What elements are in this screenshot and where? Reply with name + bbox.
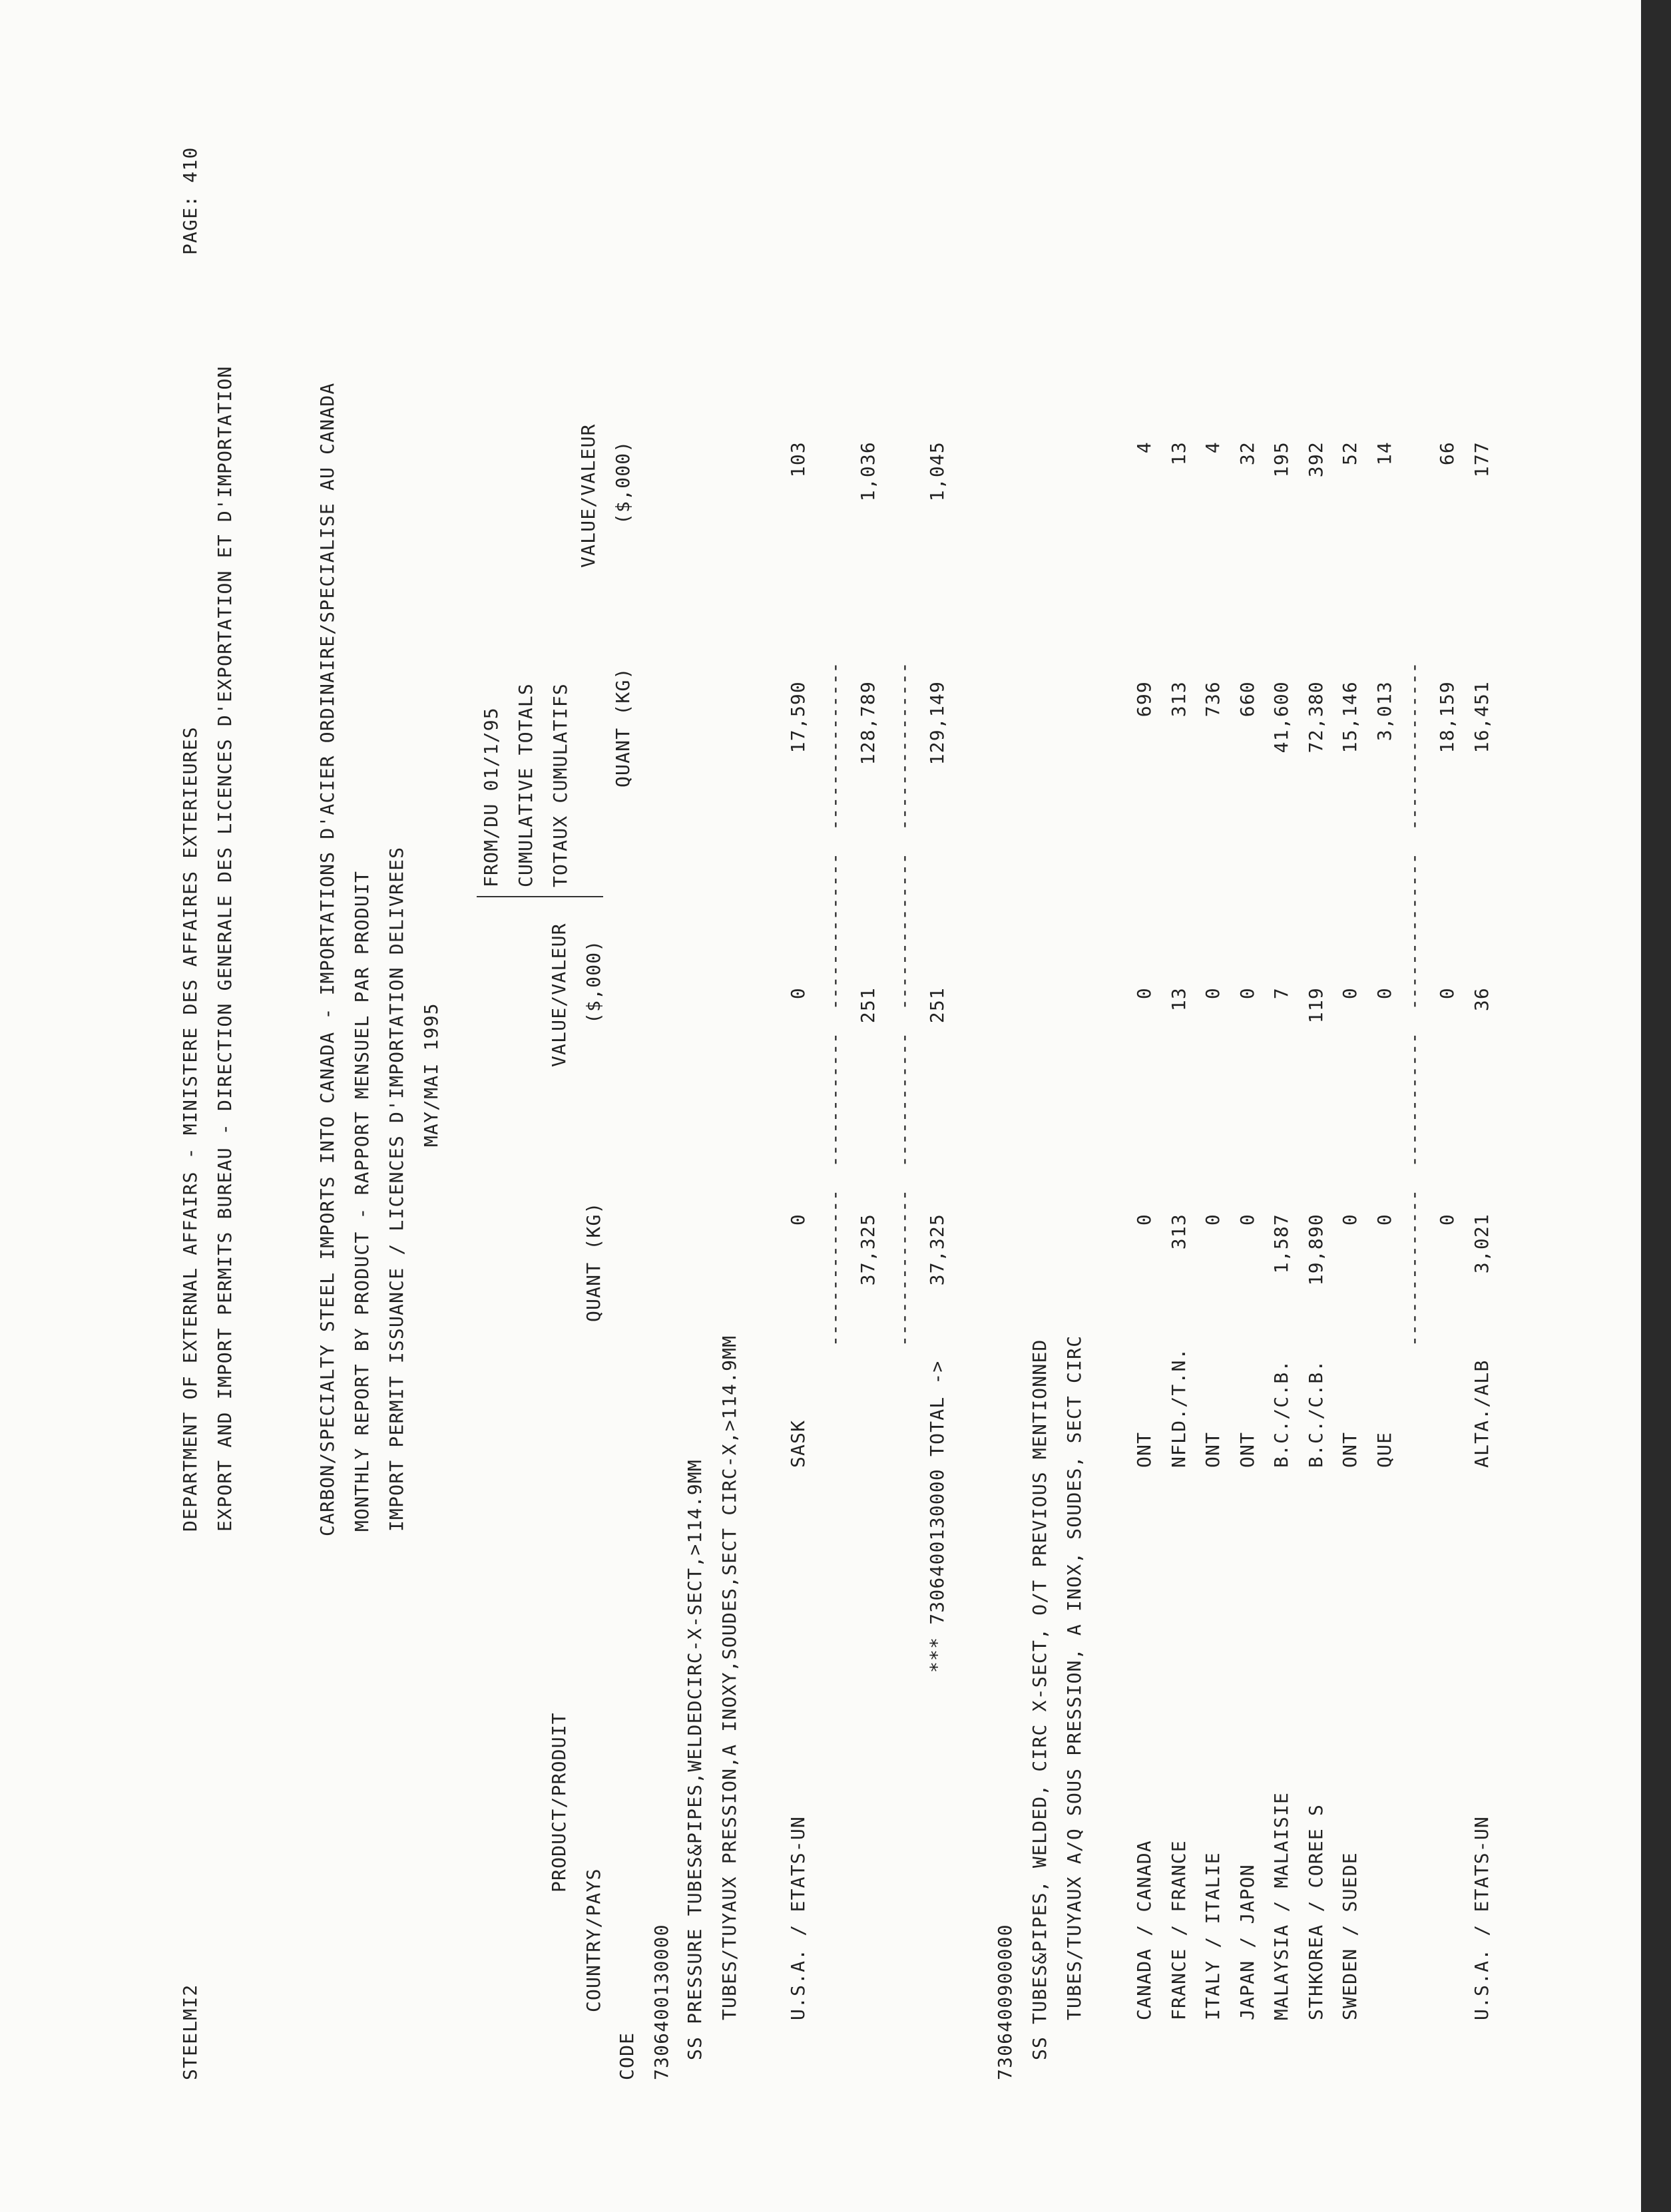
section2-last-prov: ALTA./ALB [1471,1359,1493,1468]
section1-subtotal-cum-quant: 128,789 [857,681,879,766]
section2-row-cum-quant: 660 [1236,681,1258,718]
section2-row-value: 119 [1304,987,1327,1024]
section1-total-label: *** 7306400130000 TOTAL -> [926,1360,948,1673]
report-title: CARBON/SPECIALTY STEEL IMPORTS INTO CANADA - IMPORTATIONS D'ACIER ORDINAIRE/SPECIALISE AU CANADA [316,382,338,1536]
section2-desc-en: SS TUBES&PIPES, WELDED, CIRC X-SECT, O/T PREVIOUS MENTIONNED [1029,1339,1051,2060]
col-value-unit: ($,000) [583,939,604,1024]
column-divider [477,896,603,897]
col-product: PRODUCT/PRODUIT [548,1712,570,1892]
section2-row-country: ITALY / ITALIE [1202,1852,1224,2020]
section2-row-cum-value: 4 [1202,441,1224,454]
col-from: FROM/DU 01/1/95 [480,707,502,887]
section1-subtotal-cum-value: 1,036 [857,441,879,502]
section2-last-cum-quant: 16,451 [1471,681,1493,754]
col-cum-value-label: VALUE/VALEUR [577,423,599,568]
section2-subtotal-value: 0 [1436,987,1458,1000]
report-subtitle: MONTHLY REPORT BY PRODUCT - RAPPORT MENSUEL PAR PRODUIT [351,870,373,1532]
section2-row-country: SWEDEN / SUEDE [1339,1852,1361,2020]
section2-row-prov: ONT [1236,1431,1258,1468]
section2-row-country: FRANCE / FRANCE [1167,1840,1190,2020]
section2-row-cum-value: 52 [1339,441,1361,466]
section2-row-prov: QUE [1373,1431,1395,1468]
col-country: COUNTRY/PAYS [583,1868,604,2012]
section2-last-cum-value: 177 [1471,441,1493,478]
section2-row-quant: 0 [1133,1214,1155,1226]
section1-row-country: U.S.A. / ETATS-UN [787,1816,809,2020]
section2-row-quant: 313 [1167,1214,1190,1250]
section1-total-value: 251 [926,987,948,1024]
section1-code: 7306400130000 [650,1924,672,2080]
report-id: STEELMI2 [179,1984,201,2080]
section2-row-cum-quant: 313 [1167,681,1190,718]
section2-row-cum-quant: 15,146 [1339,681,1361,754]
section2-row-cum-value: 13 [1167,441,1190,466]
section1-row-quant: 0 [787,1214,809,1226]
col-code: CODE [616,2032,638,2080]
section1-subtotal-value: 251 [857,987,879,1024]
section2-subtotal-cum-value: 66 [1436,441,1458,466]
section2-last-value: 36 [1471,987,1493,1012]
section2-row-prov: ONT [1339,1431,1361,1468]
report-period: MAY/MAI 1995 [420,1002,442,1147]
section2-row-cum-value: 32 [1236,441,1258,466]
section1-row-cum-value: 103 [787,441,809,478]
section2-row-country: JAPAN / JAPON [1236,1864,1258,2020]
section2-row-quant: 0 [1339,1214,1361,1226]
section2-subtotal-quant: 0 [1436,1214,1458,1226]
section2-row-value: 0 [1202,987,1224,1000]
separator-line: -------------- ------------ -------------- --------------- [824,662,845,1347]
section2-row-value: 0 [1339,987,1361,1000]
section2-desc-fr: TUBES/TUYAUX A/Q SOUS PRESSION, A INOX, SOUDES, SECT CIRC [1063,1335,1085,2020]
section2-row-cum-quant: 41,600 [1270,681,1292,754]
section2-row-country: CANADA / CANADA [1133,1840,1155,2020]
section2-row-cum-value: 392 [1304,441,1327,478]
section2-row-cum-quant: 72,380 [1304,681,1327,754]
section2-row-quant: 19,890 [1304,1214,1327,1286]
separator-line: -------------- ------------ -------------- --------------- [1403,662,1425,1347]
section2-row-cum-quant: 736 [1202,681,1224,718]
section1-total-cum-value: 1,045 [926,441,948,502]
section2-row-prov: B.C./C.B. [1304,1359,1327,1468]
col-quant: QUANT (KG) [583,1202,604,1322]
section1-total-quant: 37,325 [926,1214,948,1286]
section1-total-cum-quant: 129,149 [926,681,948,766]
section2-row-quant: 0 [1202,1214,1224,1226]
section2-row-quant: 1,587 [1270,1214,1292,1274]
section2-row-cum-value: 4 [1133,441,1155,454]
section2-code: 7306400900000 [994,1924,1016,2080]
section2-row-country: MALAYSIA / MALAISIE [1270,1791,1292,2020]
section2-last-country: U.S.A. / ETATS-UN [1471,1816,1493,2020]
section2-row-value: 7 [1270,987,1292,1000]
col-cum-quant: QUANT (KG) [612,667,634,787]
section2-subtotal-cum-quant: 18,159 [1436,681,1458,754]
section2-row-prov: ONT [1202,1431,1224,1468]
section2-row-value: 0 [1236,987,1258,1000]
scan-edge-shadow [1641,0,1671,2212]
separator-line: -------------- ------------ -------------- --------------- [893,662,915,1347]
section2-row-prov: ONT [1133,1431,1155,1468]
col-value-label: VALUE/VALEUR [548,923,570,1067]
section2-last-quant: 3,021 [1471,1214,1493,1274]
col-cum-value-unit: ($,000) [612,440,634,525]
section2-row-cum-value: 195 [1270,441,1292,478]
section1-desc-en: SS PRESSURE TUBES&PIPES,WELDEDCIRC-X-SECT,>114.9MM [684,1459,706,2060]
page-number: PAGE: 410 [179,146,201,255]
section2-row-country: STHKOREA / COREE S [1304,1803,1327,2020]
section1-desc-fr: TUBES/TUYAUX PRESSION,A INOXY,SOUDES,SECT CIRC-X,>114.9MM [718,1335,740,2020]
col-totaux: TOTAUX CUMULATIFS [549,683,571,887]
section2-row-value: 13 [1167,987,1190,1012]
section2-row-cum-quant: 3,013 [1373,681,1395,742]
header-department: DEPARTMENT OF EXTERNAL AFFAIRS - MINISTERE DES AFFAIRES EXTERIEURES [179,726,201,1532]
report-subtitle-2: IMPORT PERMIT ISSUANCE / LICENCES D'IMPORTATION DELIVREES [385,846,407,1532]
section2-row-quant: 0 [1236,1214,1258,1226]
section2-row-cum-quant: 699 [1133,681,1155,718]
section2-row-value: 0 [1133,987,1155,1000]
section1-row-cum-quant: 17,590 [787,681,809,754]
section2-row-prov: NFLD./T.N. [1167,1347,1190,1468]
section2-row-prov: B.C./C.B. [1270,1359,1292,1468]
section2-row-quant: 0 [1373,1214,1395,1226]
header-bureau: EXPORT AND IMPORT PERMITS BUREAU - DIRECTION GENERALE DES LICENCES D'EXPORTATION ET D'IMPORTATION [214,365,236,1532]
col-cumulative: CUMULATIVE TOTALS [515,683,537,887]
section1-row-prov: SASK [787,1419,809,1468]
section1-row-value: 0 [787,987,809,1000]
section1-subtotal-quant: 37,325 [857,1214,879,1286]
section2-row-cum-value: 14 [1373,441,1395,466]
section2-row-value: 0 [1373,987,1395,1000]
